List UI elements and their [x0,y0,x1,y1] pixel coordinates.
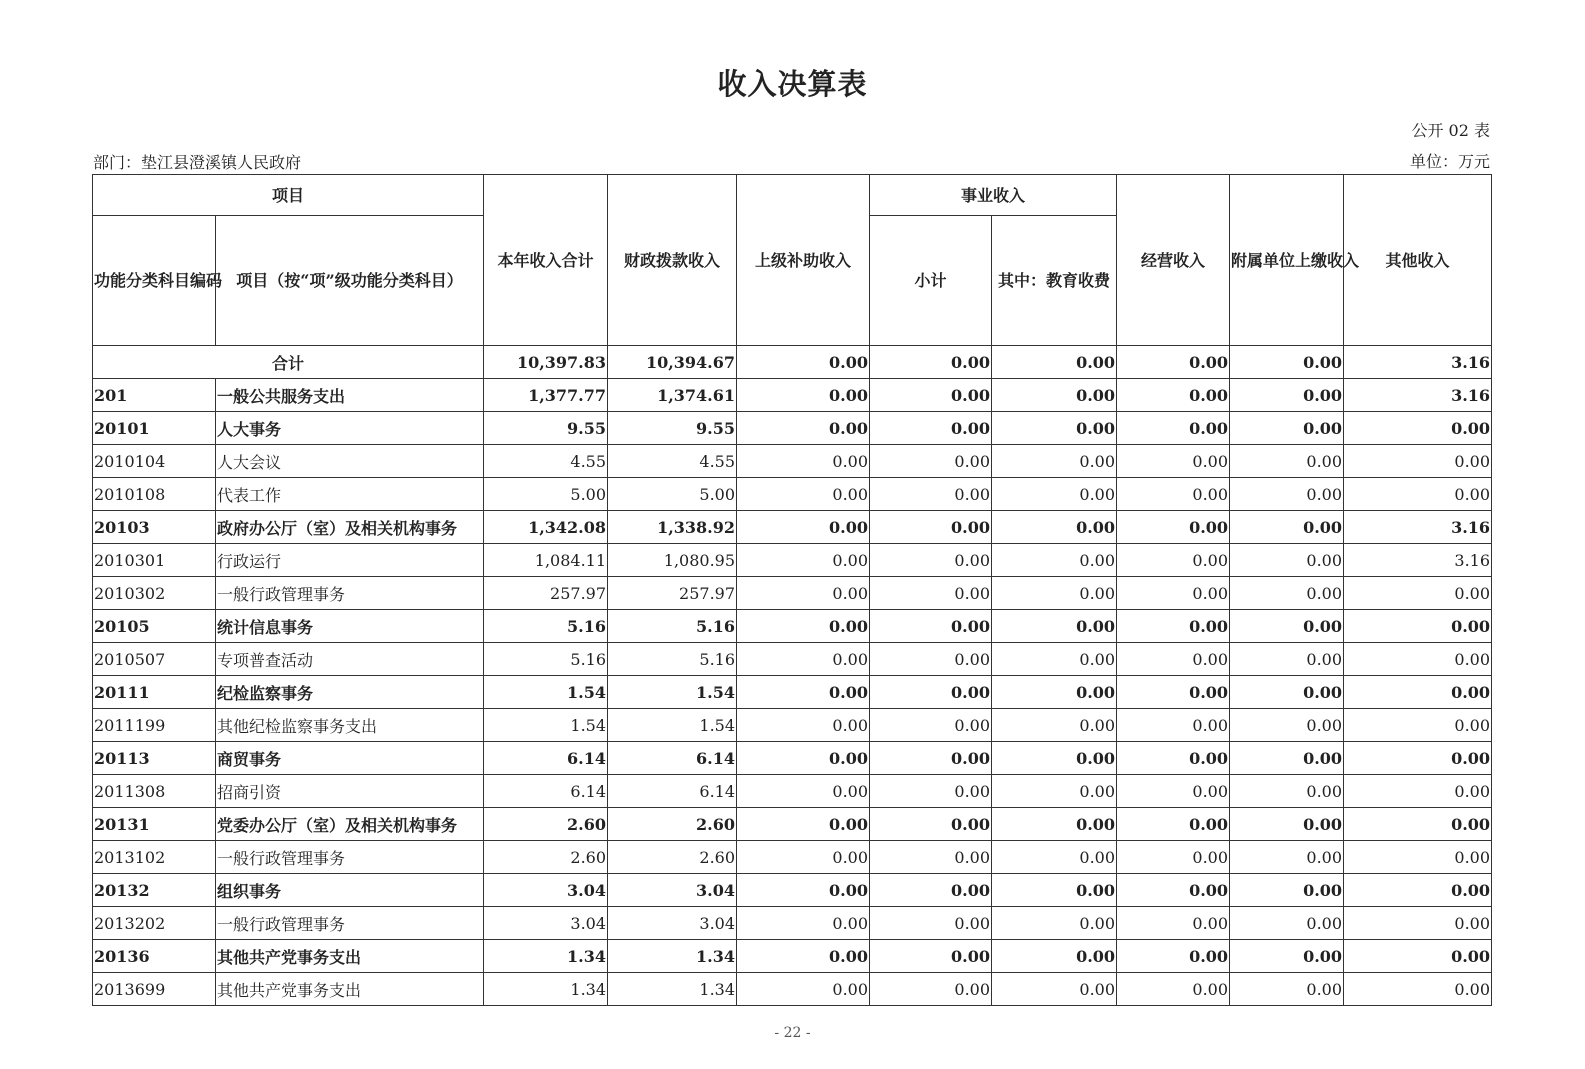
row-name: 一般行政管理事务 [216,841,484,874]
row-value: 0.00 [1344,940,1492,973]
row-name: 其他共产党事务支出 [216,973,484,1006]
row-code: 20132 [93,874,216,907]
row-value: 0.00 [870,577,992,610]
row-value: 0.00 [1117,511,1230,544]
row-value: 0.00 [737,874,870,907]
row-name: 纪检监察事务 [216,676,484,709]
row-value: 4.55 [608,445,737,478]
row-value: 0.00 [1344,610,1492,643]
table-row [93,973,1492,1006]
row-value: 0.00 [737,379,870,412]
row-value: 0.00 [870,544,992,577]
row-name: 行政运行 [216,544,484,577]
row-value: 0.00 [992,577,1117,610]
row-value: 0.00 [1230,973,1344,1006]
row-value: 0.00 [870,412,992,445]
row-value: 0.00 [1230,808,1344,841]
total-value: 0.00 [1117,346,1230,379]
row-value: 0.00 [870,907,992,940]
row-value: 0.00 [1117,742,1230,775]
row-value: 0.00 [992,412,1117,445]
income-table [92,174,1492,1006]
row-value: 0.00 [1117,940,1230,973]
row-value: 0.00 [1117,808,1230,841]
row-name: 一般行政管理事务 [216,907,484,940]
table-row [93,709,1492,742]
row-value: 0.00 [737,445,870,478]
row-code: 20131 [93,808,216,841]
row-value: 0.00 [870,511,992,544]
row-value: 0.00 [1230,940,1344,973]
row-value: 0.00 [870,379,992,412]
row-value: 0.00 [1230,775,1344,808]
row-value: 0.00 [992,511,1117,544]
row-value: 0.00 [992,973,1117,1006]
row-name: 一般行政管理事务 [216,577,484,610]
total-value: 0.00 [992,346,1117,379]
row-value: 0.00 [1230,709,1344,742]
row-value: 9.55 [608,412,737,445]
row-name: 招商引资 [216,775,484,808]
unit-label: 单位：万元 [1409,152,1490,171]
row-value: 0.00 [1230,676,1344,709]
row-value: 1.54 [608,709,737,742]
row-code: 20103 [93,511,216,544]
row-value: 0.00 [1344,643,1492,676]
row-code: 20105 [93,610,216,643]
row-value: 5.16 [484,643,608,676]
row-value: 0.00 [992,643,1117,676]
row-name: 组织事务 [216,874,484,907]
row-name: 党委办公厅（室）及相关机构事务 [216,808,484,841]
row-value: 0.00 [992,610,1117,643]
row-name: 政府办公厅（室）及相关机构事务 [216,511,484,544]
row-value: 0.00 [1117,973,1230,1006]
row-value: 0.00 [737,676,870,709]
row-value: 1.34 [608,940,737,973]
row-name: 统计信息事务 [216,610,484,643]
table-row [93,874,1492,907]
row-value: 6.14 [608,775,737,808]
row-value: 0.00 [870,610,992,643]
row-name: 其他纪检监察事务支出 [216,709,484,742]
row-name: 代表工作 [216,478,484,511]
row-value: 0.00 [992,940,1117,973]
row-value: 0.00 [992,808,1117,841]
row-code: 2010108 [93,478,216,511]
row-value: 0.00 [737,841,870,874]
row-value: 5.16 [608,643,737,676]
total-value: 10,397.83 [484,346,608,379]
row-value: 0.00 [870,445,992,478]
row-value: 1.34 [484,973,608,1006]
row-code: 2011199 [93,709,216,742]
row-value: 6.14 [608,742,737,775]
row-name: 其他共产党事务支出 [216,940,484,973]
table-row [93,676,1492,709]
table-row [93,610,1492,643]
row-code: 20101 [93,412,216,445]
row-value: 0.00 [1117,709,1230,742]
row-value: 0.00 [1230,412,1344,445]
row-value: 3.16 [1344,511,1492,544]
row-code: 2011308 [93,775,216,808]
row-value: 0.00 [870,643,992,676]
row-value: 2.60 [608,841,737,874]
row-name: 人大事务 [216,412,484,445]
row-name: 人大会议 [216,445,484,478]
row-value: 0.00 [870,841,992,874]
row-value: 6.14 [484,775,608,808]
row-value: 0.00 [1344,709,1492,742]
row-value: 9.55 [484,412,608,445]
row-value: 3.04 [484,907,608,940]
table-row [93,577,1492,610]
header-education-fee: 其中：教育收费 [992,216,1117,346]
table-row [93,379,1492,412]
row-value: 0.00 [870,742,992,775]
row-value: 6.14 [484,742,608,775]
total-label: 合计 [93,346,484,379]
row-value: 0.00 [1117,577,1230,610]
row-value: 0.00 [1230,544,1344,577]
row-value: 0.00 [1117,775,1230,808]
row-value: 1,342.08 [484,511,608,544]
row-value: 0.00 [992,709,1117,742]
row-value: 0.00 [1344,775,1492,808]
total-value: 3.16 [1344,346,1492,379]
row-value: 0.00 [870,775,992,808]
row-code: 20136 [93,940,216,973]
row-value: 0.00 [1344,412,1492,445]
row-value: 1.34 [608,973,737,1006]
row-value: 5.00 [484,478,608,511]
row-value: 0.00 [1230,874,1344,907]
page-title: 收入决算表 [717,67,868,101]
header-other: 其他收入 [1344,175,1492,346]
row-value: 257.97 [608,577,737,610]
row-value: 2.60 [484,841,608,874]
row-value: 0.00 [870,808,992,841]
total-value: 0.00 [870,346,992,379]
row-code: 2010104 [93,445,216,478]
row-value: 0.00 [737,775,870,808]
row-value: 1.54 [484,709,608,742]
row-value: 0.00 [1117,478,1230,511]
row-value: 3.16 [1344,544,1492,577]
row-value: 0.00 [1117,379,1230,412]
table-row [93,412,1492,445]
row-value: 0.00 [1230,907,1344,940]
header-name: 项目（按“项”级功能分类科目） [216,216,484,346]
row-value: 0.00 [870,973,992,1006]
row-value: 0.00 [870,874,992,907]
row-value: 0.00 [1117,841,1230,874]
row-value: 257.97 [484,577,608,610]
row-value: 0.00 [737,643,870,676]
table-row [93,841,1492,874]
row-code: 2013102 [93,841,216,874]
row-value: 0.00 [1230,478,1344,511]
table-row [93,544,1492,577]
row-value: 1,377.77 [484,379,608,412]
row-value: 2.60 [484,808,608,841]
header-code: 功能分类科目编码 [93,216,216,346]
row-value: 0.00 [1230,511,1344,544]
row-value: 0.00 [1344,808,1492,841]
row-value: 1.54 [608,676,737,709]
row-name: 一般公共服务支出 [216,379,484,412]
row-code: 2013699 [93,973,216,1006]
row-value: 0.00 [870,478,992,511]
row-value: 0.00 [992,775,1117,808]
row-value: 3.04 [608,907,737,940]
row-value: 0.00 [1117,643,1230,676]
header-fiscal: 财政拨款收入 [608,175,737,346]
table-row [93,808,1492,841]
row-value: 0.00 [870,709,992,742]
row-code: 201 [93,379,216,412]
row-value: 2.60 [608,808,737,841]
form-number: 公开 02 表 [1411,121,1490,140]
row-value: 0.00 [1117,445,1230,478]
row-value: 0.00 [737,940,870,973]
table-row [93,775,1492,808]
row-value: 0.00 [992,676,1117,709]
table-body [93,346,1492,1006]
row-value: 0.00 [737,478,870,511]
header-subtotal: 小计 [870,216,992,346]
row-value: 0.00 [992,874,1117,907]
row-code: 2010301 [93,544,216,577]
row-value: 5.16 [484,610,608,643]
header-operating: 经营收入 [1117,175,1230,346]
table-row [93,742,1492,775]
row-value: 3.04 [484,874,608,907]
row-value: 3.04 [608,874,737,907]
row-code: 20113 [93,742,216,775]
row-value: 0.00 [1230,841,1344,874]
row-value: 0.00 [1117,676,1230,709]
total-value: 0.00 [1230,346,1344,379]
header-total-income: 本年收入合计 [484,175,608,346]
row-value: 1.34 [484,940,608,973]
row-value: 1,084.11 [484,544,608,577]
row-value: 0.00 [1344,841,1492,874]
row-value: 0.00 [1230,643,1344,676]
row-value: 0.00 [1230,379,1344,412]
table-row [93,511,1492,544]
row-value: 0.00 [992,742,1117,775]
table-row [93,643,1492,676]
row-value: 3.16 [1344,379,1492,412]
row-value: 0.00 [870,940,992,973]
row-value: 4.55 [484,445,608,478]
row-value: 1,374.61 [608,379,737,412]
row-value: 0.00 [992,907,1117,940]
row-value: 0.00 [870,676,992,709]
row-value: 1,338.92 [608,511,737,544]
row-value: 0.00 [737,577,870,610]
row-value: 0.00 [737,610,870,643]
row-value: 0.00 [737,973,870,1006]
row-value: 0.00 [992,379,1117,412]
row-value: 0.00 [1344,874,1492,907]
row-value: 0.00 [1344,676,1492,709]
row-value: 0.00 [992,544,1117,577]
row-code: 2010507 [93,643,216,676]
row-value: 1,080.95 [608,544,737,577]
row-value: 0.00 [992,841,1117,874]
row-name: 专项普查活动 [216,643,484,676]
row-value: 0.00 [737,709,870,742]
table-row [93,907,1492,940]
row-value: 0.00 [1230,610,1344,643]
row-value: 0.00 [1344,445,1492,478]
row-value: 0.00 [1344,478,1492,511]
header-affiliated: 附属单位上缴收入 [1230,175,1344,346]
row-value: 0.00 [737,511,870,544]
header-project-group: 项目 [93,175,484,216]
table-row [93,940,1492,973]
row-value: 0.00 [1117,412,1230,445]
row-value: 0.00 [992,478,1117,511]
row-value: 0.00 [1344,973,1492,1006]
row-code: 2010302 [93,577,216,610]
row-value: 0.00 [1230,445,1344,478]
row-value: 0.00 [737,412,870,445]
row-value: 0.00 [1117,544,1230,577]
row-code: 20111 [93,676,216,709]
row-value: 0.00 [737,742,870,775]
total-value: 0.00 [737,346,870,379]
row-name: 商贸事务 [216,742,484,775]
row-value: 0.00 [992,445,1117,478]
row-code: 2013202 [93,907,216,940]
row-value: 5.00 [608,478,737,511]
table-row [93,478,1492,511]
header-superior-subsidy: 上级补助收入 [737,175,870,346]
page-number: - 22 - [774,1025,811,1041]
header-business-group: 事业收入 [870,175,1117,216]
row-value: 0.00 [737,907,870,940]
row-value: 0.00 [1344,742,1492,775]
row-value: 0.00 [1230,742,1344,775]
department-label: 部门：垫江县澄溪镇人民政府 [93,153,302,172]
row-value: 0.00 [1344,577,1492,610]
row-value: 1.54 [484,676,608,709]
row-value: 0.00 [1117,610,1230,643]
total-value: 10,394.67 [608,346,737,379]
row-value: 0.00 [1230,577,1344,610]
row-value: 5.16 [608,610,737,643]
row-value: 0.00 [737,544,870,577]
table-row [93,445,1492,478]
row-value: 0.00 [1117,874,1230,907]
row-value: 0.00 [1344,907,1492,940]
row-value: 0.00 [1117,907,1230,940]
total-row [93,346,1492,379]
row-value: 0.00 [737,808,870,841]
